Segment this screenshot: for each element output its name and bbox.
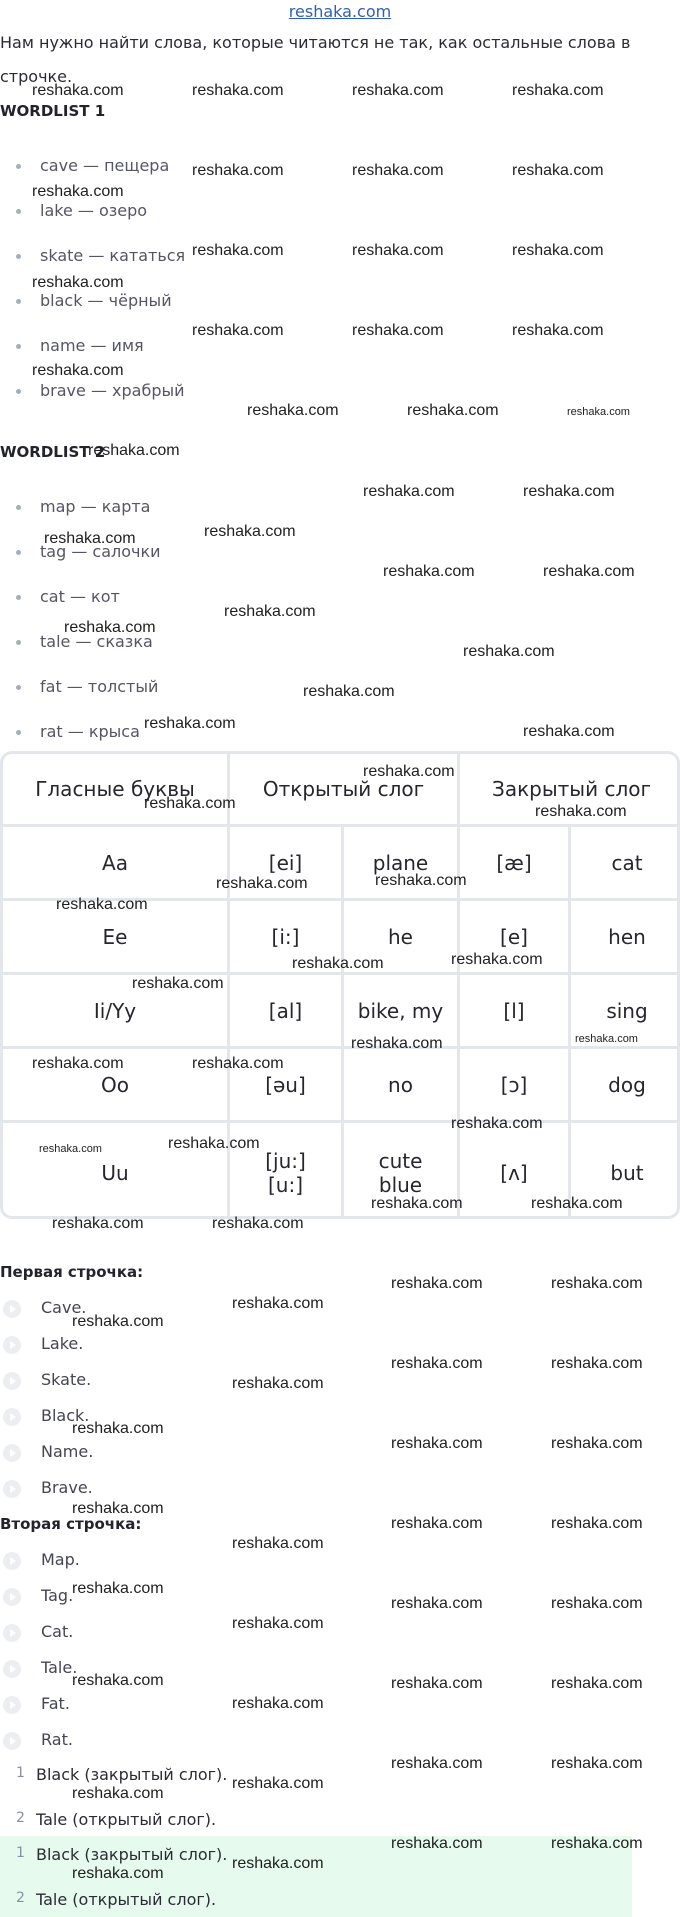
watermark: reshaka.com <box>168 1135 260 1152</box>
watermark: reshaka.com <box>132 975 224 992</box>
watermark: reshaka.com <box>391 1275 483 1292</box>
watermark: reshaka.com <box>391 1435 483 1452</box>
table-header-cell: Гласные буквы <box>3 754 230 827</box>
watermark: reshaka.com <box>352 242 444 259</box>
play-icon[interactable] <box>3 1732 21 1750</box>
table-cell-open-sound: [al] <box>230 975 344 1049</box>
watermark: reshaka.com <box>567 406 630 418</box>
table-cell-closed-sound: [e] <box>460 901 571 975</box>
watermark: reshaka.com <box>224 603 316 620</box>
wordlist2-heading: WORDLIST 2 <box>0 443 106 461</box>
watermark: reshaka.com <box>551 1515 643 1532</box>
watermark: reshaka.com <box>72 1500 164 1517</box>
watermark: reshaka.com <box>451 1115 543 1132</box>
watermark: reshaka.com <box>391 1355 483 1372</box>
table-cell-closed-sound: [ʌ] <box>460 1123 571 1219</box>
watermark: reshaka.com <box>56 896 148 913</box>
watermark: reshaka.com <box>512 82 604 99</box>
watermark: reshaka.com <box>216 875 308 892</box>
bullet-icon <box>16 685 21 690</box>
table-cell-open-sound: [əu] <box>230 1049 344 1123</box>
watermark: reshaka.com <box>292 955 384 972</box>
watermark: reshaka.com <box>512 162 604 179</box>
watermark: reshaka.com <box>144 715 236 732</box>
watermark: reshaka.com <box>72 1785 164 1802</box>
table-cell-letter: Aa <box>3 827 230 901</box>
watermark: reshaka.com <box>391 1835 483 1852</box>
table-cell-letter: Ii/Yy <box>3 975 230 1049</box>
watermark: reshaka.com <box>232 1615 324 1632</box>
watermark: reshaka.com <box>407 402 499 419</box>
table-header-cell: Открытый слог <box>230 754 460 827</box>
watermark: reshaka.com <box>192 242 284 259</box>
watermark: reshaka.com <box>551 1595 643 1612</box>
watermark: reshaka.com <box>551 1355 643 1372</box>
watermark: reshaka.com <box>72 1580 164 1597</box>
watermark: reshaka.com <box>72 1313 164 1330</box>
table-cell-open-word: plane <box>344 827 460 901</box>
watermark: reshaka.com <box>303 683 395 700</box>
watermark: reshaka.com <box>512 322 604 339</box>
watermark: reshaka.com <box>391 1755 483 1772</box>
table-cell-closed-sound: [ɔ] <box>460 1049 571 1123</box>
watermark: reshaka.com <box>523 483 615 500</box>
watermark: reshaka.com <box>88 442 180 459</box>
watermark: reshaka.com <box>44 530 136 547</box>
watermark: reshaka.com <box>72 1865 164 1882</box>
watermark: reshaka.com <box>39 1143 102 1155</box>
watermark: reshaka.com <box>32 183 124 200</box>
watermark: reshaka.com <box>72 1672 164 1689</box>
watermark: reshaka.com <box>352 82 444 99</box>
bullet-icon <box>16 164 21 169</box>
table-cell-letter: Oo <box>3 1049 230 1123</box>
watermark: reshaka.com <box>391 1515 483 1532</box>
bullet-icon <box>16 389 21 394</box>
table-cell-closed-word: sing <box>571 975 680 1049</box>
first-line-label: Первая строчка: <box>0 1263 144 1281</box>
table-cell-open-word: cute blue <box>344 1123 460 1219</box>
watermark: reshaka.com <box>247 402 339 419</box>
site-link[interactable]: reshaka.com <box>288 2 392 21</box>
table-cell-open-sound: [i:] <box>230 901 344 975</box>
table-cell-open-sound: [ju:] [u:] <box>230 1123 344 1219</box>
intro-text: Нам нужно найти слова, которые читаются не так, как остальные слова в строчке. <box>0 33 631 86</box>
play-icon[interactable] <box>3 1552 21 1570</box>
table-cell-letter: Uu <box>3 1123 230 1219</box>
bullet-icon <box>16 299 21 304</box>
play-icon[interactable] <box>3 1696 21 1714</box>
watermark: reshaka.com <box>212 1215 304 1232</box>
play-icon[interactable] <box>3 1300 21 1318</box>
watermark: reshaka.com <box>351 1035 443 1052</box>
watermark: reshaka.com <box>531 1195 623 1212</box>
bullet-icon <box>16 640 21 645</box>
bullet-icon <box>16 550 21 555</box>
watermark: reshaka.com <box>32 274 124 291</box>
watermark: reshaka.com <box>32 362 124 379</box>
table-cell-closed-word: but <box>610 1160 644 1185</box>
table-cell-open-word: he <box>344 901 460 975</box>
watermark: reshaka.com <box>512 242 604 259</box>
table-cell-open-word: no <box>344 1049 460 1123</box>
watermark: reshaka.com <box>72 1420 164 1437</box>
watermark: reshaka.com <box>391 1675 483 1692</box>
watermark: reshaka.com <box>551 1435 643 1452</box>
watermark: reshaka.com <box>192 162 284 179</box>
bullet-icon <box>16 595 21 600</box>
watermark: reshaka.com <box>32 82 124 99</box>
watermark: reshaka.com <box>543 563 635 580</box>
table-cell-closed-word: dog <box>571 1049 680 1123</box>
play-icon[interactable] <box>3 1336 21 1354</box>
watermark: reshaka.com <box>551 1275 643 1292</box>
table-cell-closed-sound: [l] <box>460 975 571 1049</box>
table-cell-closed-word: cat <box>571 827 680 901</box>
watermark: reshaka.com <box>551 1675 643 1692</box>
play-icon[interactable] <box>3 1624 21 1642</box>
watermark: reshaka.com <box>192 82 284 99</box>
watermark: reshaka.com <box>391 1595 483 1612</box>
watermark: reshaka.com <box>192 1055 284 1072</box>
watermark: reshaka.com <box>371 1195 463 1212</box>
watermark: reshaka.com <box>375 872 467 889</box>
bullet-icon <box>16 209 21 214</box>
table-header-cell: Закрытый слог <box>460 754 680 827</box>
watermark: reshaka.com <box>575 1033 638 1045</box>
syllable-table <box>0 751 680 1219</box>
watermark: reshaka.com <box>383 563 475 580</box>
watermark: reshaka.com <box>363 483 455 500</box>
bullet-icon <box>16 505 21 510</box>
watermark: reshaka.com <box>204 523 296 540</box>
watermark: reshaka.com <box>352 162 444 179</box>
bullet-icon <box>16 344 21 349</box>
table-cell-letter: Ee <box>3 901 230 975</box>
bullet-icon <box>16 730 21 735</box>
watermark: reshaka.com <box>451 951 543 968</box>
play-icon[interactable] <box>3 1444 21 1462</box>
table-cell-open-sound: [ei] <box>230 827 344 901</box>
watermark: reshaka.com <box>144 795 236 812</box>
play-icon[interactable] <box>3 1588 21 1606</box>
play-icon[interactable] <box>3 1660 21 1678</box>
watermark: reshaka.com <box>352 322 444 339</box>
play-icon[interactable] <box>3 1372 21 1390</box>
watermark: reshaka.com <box>232 1295 324 1312</box>
watermark: reshaka.com <box>52 1215 144 1232</box>
second-line-label: Вторая строчка: <box>0 1515 142 1533</box>
watermark: reshaka.com <box>523 723 615 740</box>
watermark: reshaka.com <box>551 1755 643 1772</box>
watermark: reshaka.com <box>551 1835 643 1852</box>
watermark: reshaka.com <box>232 1535 324 1552</box>
watermark: reshaka.com <box>363 763 455 780</box>
play-icon[interactable] <box>3 1480 21 1498</box>
watermark: reshaka.com <box>232 1375 324 1392</box>
watermark: reshaka.com <box>535 803 627 820</box>
table-cell-closed-sound: [æ] <box>460 827 571 901</box>
table-cell-open-word: bike, my <box>344 975 460 1049</box>
watermark: reshaka.com <box>232 1695 324 1712</box>
wordlist1-heading: WORDLIST 1 <box>0 102 106 120</box>
watermark: reshaka.com <box>64 619 156 636</box>
table-cell-closed-word: hen <box>571 901 680 975</box>
bullet-icon <box>16 254 21 259</box>
watermark: reshaka.com <box>232 1775 324 1792</box>
watermark: reshaka.com <box>32 1055 124 1072</box>
play-icon[interactable] <box>3 1408 21 1426</box>
watermark: reshaka.com <box>463 643 555 660</box>
watermark: reshaka.com <box>192 322 284 339</box>
watermark: reshaka.com <box>232 1855 324 1872</box>
